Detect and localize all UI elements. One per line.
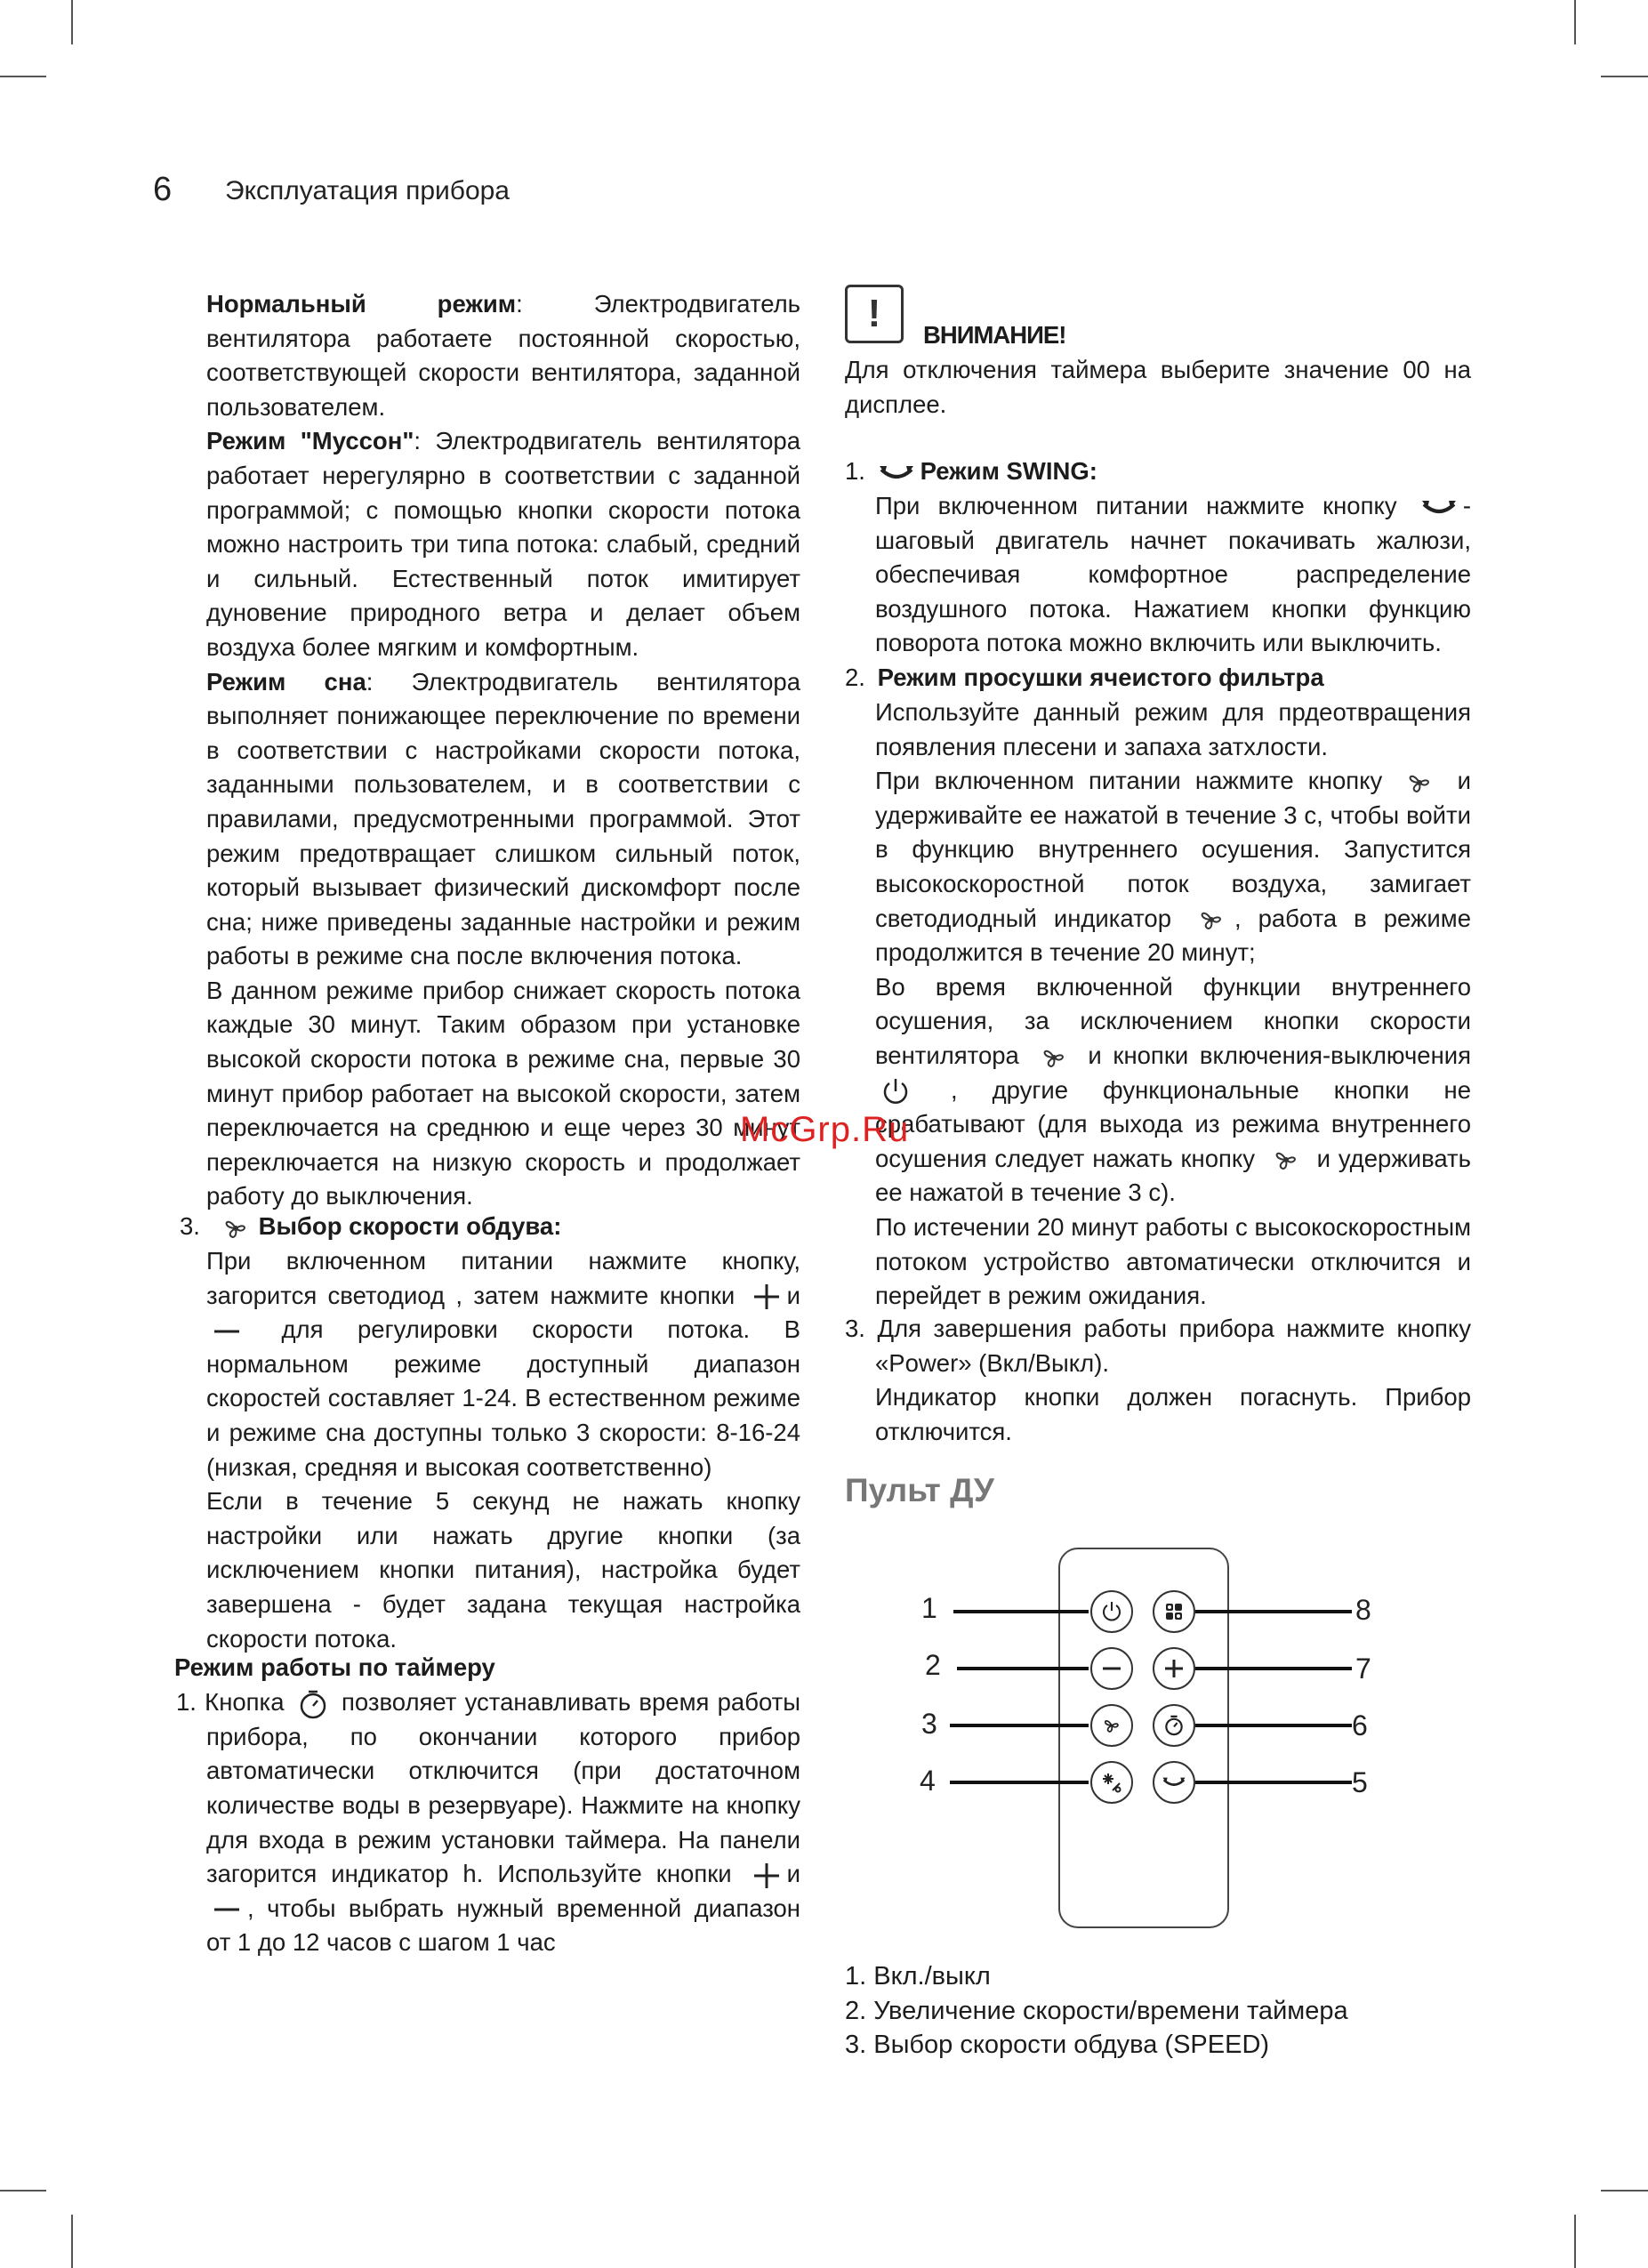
item3-heading xyxy=(180,1210,802,1244)
end-item xyxy=(845,1312,1471,1449)
timer-text-a: 1. Кнопка xyxy=(176,1688,285,1716)
minus-icon xyxy=(212,1894,242,1925)
swing-button[interactable] xyxy=(1153,1761,1195,1804)
timer-item-1 xyxy=(176,1685,800,1960)
minus-button[interactable] xyxy=(1090,1647,1133,1690)
item3-paragraph xyxy=(206,1244,800,1484)
fan-icon xyxy=(1036,1043,1072,1072)
warning-title: ВНИМАНИЕ! xyxy=(923,321,1066,349)
watermark: McGrp.Ru xyxy=(740,1110,910,1149)
item3-number: 3. xyxy=(180,1212,200,1240)
warning-text: Для отключения таймера выберите значение 00 на дисплее. xyxy=(845,356,1471,418)
dry-text-3d: и удерживать ее нажатой в течение 3 с). xyxy=(875,1144,1471,1207)
monsoon-mode-title: Режим "Муссон" xyxy=(206,427,414,455)
sleep-mode-text: : Электродвигатель вентилятора выполняет понижающее переключение по времени в соответствии с настройками скорости потока, заданными пользователем, и в соответствии с правилами, предусмотренными программой. Этот режим предотвращает слишком сильный поток, который вызывает физический дискомфорт после сна; ниже приведены заданные настройки и режим работы в режиме сна после включения потока. xyxy=(206,667,800,970)
page-header-title: Эксплуатация прибора xyxy=(225,176,510,205)
callout-number: 8 xyxy=(1355,1594,1371,1626)
power-icon xyxy=(880,1076,911,1106)
swing-text-b: - шаговый двигатель начнет покачивать жалюзи, обеспечивая комфортное распределение воздушного потока. Нажатием кнопки функцию поворота потока можно включить или выключить. xyxy=(875,492,1472,657)
callout-number: 5 xyxy=(1352,1766,1368,1798)
cool-mode-button[interactable] xyxy=(1090,1761,1133,1804)
crop-mark xyxy=(0,2190,46,2192)
leader-line xyxy=(957,1667,1089,1670)
callout-number: 2 xyxy=(925,1649,941,1681)
sleep-mode-paragraph-2: В данном режиме прибор снижает скорость потока каждые 30 минут. Таким образом при установке высокой скорости потока в режиме сна, первые 30 минут прибор работает на высокой скорости, затем переключается на среднюю и еще через 30 минут переключается на низкую скорость и продолжает работу до выключения. xyxy=(206,976,800,1210)
end-number: 3. xyxy=(845,1315,865,1342)
swing-body xyxy=(875,489,1471,661)
sleep-mode-title: Режим сна xyxy=(206,667,366,696)
timer-title: Режим работы по таймеру xyxy=(174,1653,495,1681)
power-icon xyxy=(1100,1600,1123,1623)
swing-icon xyxy=(1420,497,1458,519)
remote-section-title: Пульт ДУ xyxy=(845,1472,994,1508)
dry-text-3b: и кнопки включения-выключения xyxy=(1088,1041,1472,1069)
sleep-mode-paragraph xyxy=(206,665,800,974)
fan-icon xyxy=(1099,1715,1124,1736)
page-number: 6 xyxy=(153,171,173,208)
leader-line xyxy=(953,1610,1089,1613)
dry-number: 2. xyxy=(845,664,865,691)
crop-mark xyxy=(0,76,46,77)
callout-number: 1 xyxy=(921,1592,937,1624)
minus-icon xyxy=(1100,1657,1123,1680)
fan-icon xyxy=(218,1214,253,1243)
mode-button[interactable] xyxy=(1153,1590,1195,1633)
swing-number: 1. xyxy=(845,457,865,485)
item3-and: и xyxy=(786,1281,800,1309)
mode-icon xyxy=(1162,1600,1186,1623)
callout-number: 7 xyxy=(1355,1653,1371,1685)
dry-text-3a: Во время включенной функции внутреннего осушения, за исключением кнопки скорости вентилятора xyxy=(875,972,1471,1069)
fan-icon xyxy=(1268,1146,1304,1174)
crop-mark xyxy=(71,0,73,44)
item3-paragraph-2: Если в течение 5 секунд не нажать кнопку настройки или нажать другие кнопки (за исключением кнопки питания), настройка будет завершена - будет задана текущая настройка скорости потока. xyxy=(206,1487,800,1653)
item3-body xyxy=(206,1244,800,1656)
dry-title: Режим просушки ячеистого фильтра xyxy=(877,664,1324,691)
callout-number: 6 xyxy=(1352,1709,1368,1741)
leader-line xyxy=(950,1724,1089,1727)
timer-body xyxy=(176,1685,800,1960)
leader-line xyxy=(1195,1667,1352,1670)
item3-text-a: При включенном питании нажмите кнопку, загорится светодиод , затем нажмите кнопки xyxy=(206,1247,800,1309)
snowflake-percent-icon xyxy=(1100,1771,1123,1794)
warning-icon: ! xyxy=(845,285,904,343)
speed-button[interactable] xyxy=(1090,1704,1133,1747)
normal-mode-text: : Электродвигатель вентилятора работаете постоянной скоростью, соответствующей скорости вентилятора, заданной пользователем. xyxy=(206,290,800,421)
legend-item: 1. Вкл./выкл xyxy=(845,1962,991,1991)
power-button[interactable] xyxy=(1090,1590,1133,1633)
callout-number: 4 xyxy=(920,1765,936,1797)
timer-text-b: позволяет устанавливать время работы прибора, по окончании которого прибор автоматически отключится (при достаточном количестве воды в резервуаре). Нажмите на кнопку для входа в режим установки таймера. На панели загорится индикатор h. Используйте кнопки xyxy=(206,1688,800,1888)
timer-button[interactable] xyxy=(1153,1704,1195,1747)
leader-line xyxy=(1195,1724,1352,1727)
crop-mark xyxy=(1601,2190,1648,2192)
crop-mark xyxy=(1574,0,1576,44)
end-text: Для завершения работы прибора нажмите кнопку «Power» (Вкл/Выкл). xyxy=(875,1315,1472,1377)
minus-icon xyxy=(212,1316,242,1347)
leader-line xyxy=(950,1781,1089,1784)
dry-text-3c: , другие функциональные кнопки не срабатывают (для выхода из режима внутреннего осушения следует нажать кнопку xyxy=(875,1075,1471,1172)
dry-heading xyxy=(845,661,1471,696)
dry-paragraph-1: Используйте данный режим для прдеотвращения появления плесени и запаха затхлости. xyxy=(875,698,1471,760)
plus-icon xyxy=(752,1282,782,1312)
remote-control-body xyxy=(1058,1548,1229,1928)
leader-line xyxy=(1195,1610,1352,1613)
end-paragraph-2: Индикатор кнопки должен погаснуть. Прибор отключится. xyxy=(875,1383,1471,1445)
dry-paragraph-3 xyxy=(875,970,1471,1210)
normal-mode-paragraph xyxy=(206,287,800,424)
remote-legend xyxy=(845,1959,1471,2063)
swing-text-a: При включенном питании нажмите кнопку xyxy=(875,492,1397,519)
plus-button[interactable] xyxy=(1153,1647,1195,1690)
dry-text-2a: При включенном питании нажмите кнопку xyxy=(875,767,1383,795)
plus-icon xyxy=(752,1861,782,1891)
item3-title: Выбор скорости обдува: xyxy=(258,1212,562,1240)
end-paragraph xyxy=(845,1312,1471,1380)
timer-section-title xyxy=(174,1651,797,1685)
callout-number: 3 xyxy=(921,1708,937,1740)
timer-icon xyxy=(298,1688,328,1720)
swing-icon xyxy=(878,462,915,484)
fan-icon xyxy=(1402,768,1437,797)
crop-mark xyxy=(1601,76,1648,77)
legend-item: 3. Выбор скорости обдува (SPEED) xyxy=(845,2031,1270,2060)
dry-text-2c: , работа в режиме продолжится в течение 20 минут; xyxy=(875,904,1471,967)
swing-heading xyxy=(845,454,1471,489)
dry-paragraph-4: По истечении 20 минут работы с высокоскоростным потоком устройство автоматически отключится и перейдет в режим ожидания. xyxy=(875,1212,1471,1310)
swing-icon xyxy=(1162,1774,1186,1790)
dry-paragraph-2 xyxy=(875,764,1471,970)
swing-title: Режим SWING: xyxy=(920,457,1097,485)
normal-mode-title: Нормальный режим xyxy=(206,290,517,318)
legend-item: 2. Увеличение скорости/времени таймера xyxy=(845,1996,1348,2025)
plus-icon xyxy=(1162,1657,1186,1680)
left-column xyxy=(206,287,800,1214)
swing-paragraph xyxy=(875,489,1471,661)
dry-body xyxy=(875,696,1471,1314)
dry-text-2b: и удерживайте ее нажатой в течение 3 с, чтобы войти в функцию внутреннего осушения. Запустится высокоскоростной поток воздуха, замигает светодиодный индикатор xyxy=(875,767,1471,932)
leader-line xyxy=(1195,1781,1352,1784)
timer-icon xyxy=(1162,1714,1186,1737)
timer-text-c: , чтобы выбрать нужный временной диапазон от 1 до 12 часов с шагом 1 час xyxy=(206,1894,800,1957)
item3-text-b: для регулировки скорости потока. В нормальном режиме доступный диапазон скоростей составляет 1-24. В естественном режиме и режиме сна доступны только 3 скорости: 8-16-24 (низкая, средняя и высокая соответственно) xyxy=(206,1315,800,1481)
fan-icon xyxy=(1194,905,1229,934)
timer-and: и xyxy=(786,1860,800,1888)
crop-mark xyxy=(71,2215,73,2268)
crop-mark xyxy=(1574,2215,1576,2268)
monsoon-mode-text: : Электродвигатель вентилятора работает нерегулярно в соответствии с заданной программой; с помощью кнопки скорости потока можно настроить три типа потока: слабый, средний и сильный. Естественный поток имитирует дуновение природного ветра и делает объем воздуха более мягким и комфортным. xyxy=(206,427,800,661)
monsoon-mode-paragraph xyxy=(206,424,800,664)
